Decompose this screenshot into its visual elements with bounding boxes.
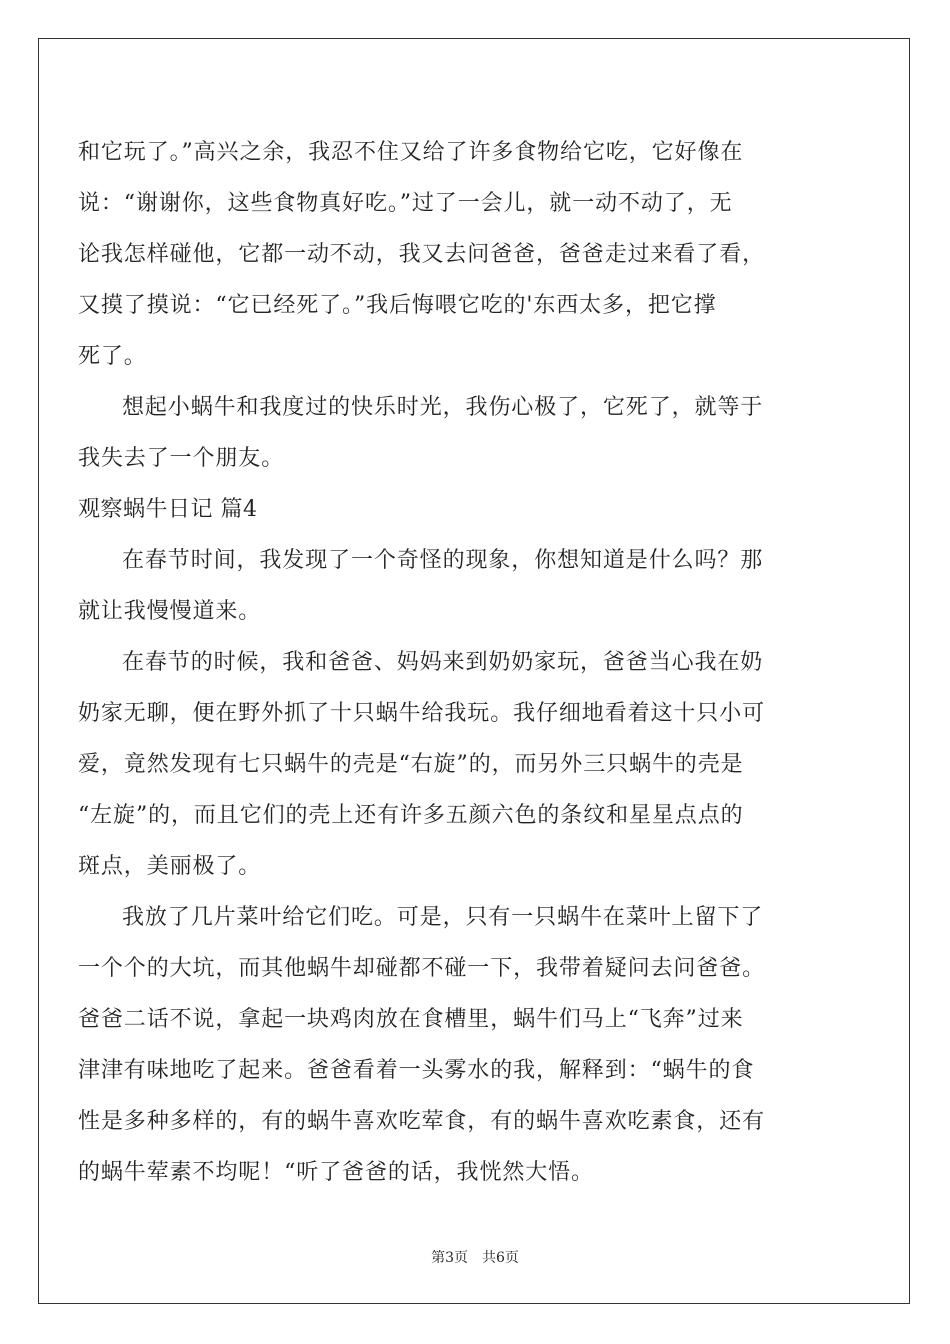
text-line: 和它玩了。”高兴之余，我忍不住又给了许多食物给它吃，它好像在 bbox=[78, 140, 744, 165]
text-line: “左旋”的，而且它们的壳上还有许多五颜六色的条纹和星星点点的 bbox=[78, 803, 744, 828]
text-line: 又摸了摸说：“它已经死了。”我后悔喂它吃的'东西太多，把它撑 bbox=[78, 293, 717, 318]
text-line: 我失去了一个朋友。 bbox=[78, 446, 285, 471]
document-body bbox=[78, 127, 834, 1198]
text-line: 就让我慢慢道来。 bbox=[78, 599, 262, 624]
text-line: 一个个的大坑，而其他蜗牛却碰都不碰一下，我带着疑问去问爸爸。 bbox=[78, 956, 766, 981]
paragraph-first-line: 在春节时间，我发现了一个奇怪的现象，你想知道是什么吗？那 bbox=[122, 548, 764, 573]
text-line: 斑点，美丽极了。 bbox=[78, 854, 262, 879]
text-line: 爱，竟然发现有七只蜗牛的壳是“右旋”的，而另外三只蜗牛的壳是 bbox=[78, 752, 744, 777]
text-line: 奶家无聊，便在野外抓了十只蜗牛给我玩。我仔细地看着这十只小可 bbox=[78, 701, 766, 726]
text-line: 死了。 bbox=[78, 344, 147, 369]
paragraph-first-line: 想起小蜗牛和我度过的快乐时光，我伤心极了，它死了，就等于 bbox=[122, 395, 764, 420]
paragraph-first-line: 我放了几片菜叶给它们吃。可是，只有一只蜗牛在菜叶上留下了 bbox=[122, 905, 764, 930]
text-line: 爸爸二话不说，拿起一块鸡肉放在食槽里，蜗牛们马上“飞奔”过来 bbox=[78, 1007, 744, 1032]
text-line: 说：“谢谢你，这些食物真好吃。”过了一会儿，就一动不动了，无 bbox=[78, 191, 733, 216]
page-number-footer: 第3页 共6页 bbox=[431, 1250, 519, 1266]
text-line: 性是多种多样的，有的蜗牛喜欢吃荤食，有的蜗牛喜欢吃素食，还有 bbox=[78, 1109, 766, 1134]
paragraph-first-line: 在春节的时候，我和爸爸、妈妈来到奶奶家玩，爸爸当心我在奶 bbox=[122, 650, 764, 675]
text-line: 的蜗牛荤素不均呢！“听了爸爸的话，我恍然大悟。 bbox=[78, 1160, 594, 1185]
text-line: 津津有味地吃了起来。爸爸看着一头雾水的我，解释到：“蜗牛的食 bbox=[78, 1058, 755, 1083]
section-heading: 观察蜗牛日记 篇4 bbox=[78, 497, 258, 522]
text-line: 论我怎样碰他，它都一动不动，我又去问爸爸，爸爸走过来看了看， bbox=[78, 242, 766, 267]
